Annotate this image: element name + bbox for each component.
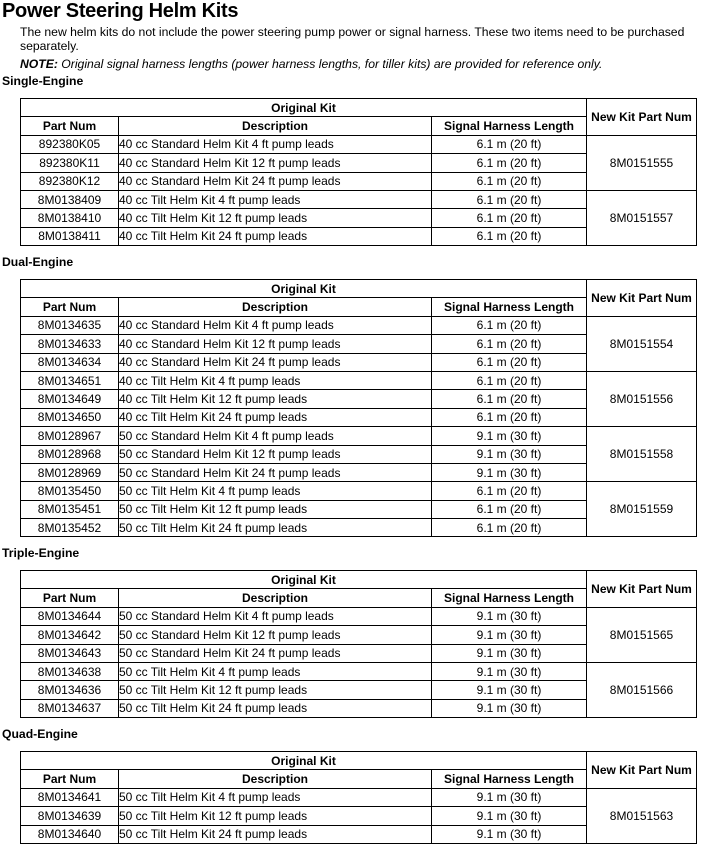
description-header: Description: [119, 770, 432, 788]
part-num-cell: 8M0138410: [21, 209, 119, 227]
signal-length-cell: 6.1 m (20 ft): [432, 172, 587, 190]
part-num-cell: 8M0135450: [21, 482, 119, 500]
part-num-cell: 8M0134634: [21, 353, 119, 371]
kit-table: [20, 751, 697, 844]
original-kit-header: Original Kit: [21, 280, 587, 298]
kit-table: [20, 279, 697, 537]
table-row: [21, 607, 697, 625]
new-kit-cell: 8M0151555: [587, 135, 697, 190]
signal-length-cell: 6.1 m (20 ft): [432, 371, 587, 389]
description-cell: 40 cc Tilt Helm Kit 24 ft pump leads: [119, 408, 432, 426]
part-num-cell: 892380K05: [21, 135, 119, 153]
part-num-cell: 8M0138409: [21, 190, 119, 208]
signal-length-cell: 6.1 m (20 ft): [432, 316, 587, 334]
new-kit-cell: 8M0151558: [587, 427, 697, 482]
part-num-cell: 8M0134650: [21, 408, 119, 426]
description-cell: 40 cc Tilt Helm Kit 4 ft pump leads: [119, 371, 432, 389]
signal-length-cell: 6.1 m (20 ft): [432, 500, 587, 518]
description-cell: 50 cc Tilt Helm Kit 24 ft pump leads: [119, 519, 432, 537]
new-kit-cell: 8M0151556: [587, 371, 697, 426]
part-num-cell: 8M0134638: [21, 662, 119, 680]
new-kit-cell: 8M0151563: [587, 788, 697, 843]
part-num-cell: 8M0134639: [21, 807, 119, 825]
part-num-cell: 8M0134644: [21, 607, 119, 625]
table-row: [21, 371, 697, 389]
description-cell: 40 cc Standard Helm Kit 4 ft pump leads: [119, 316, 432, 334]
original-kit-header: Original Kit: [21, 571, 587, 589]
description-cell: 50 cc Tilt Helm Kit 12 ft pump leads: [119, 807, 432, 825]
description-cell: 40 cc Standard Helm Kit 12 ft pump leads: [119, 154, 432, 172]
new-kit-header: New Kit Part Num: [587, 752, 697, 789]
signal-length-cell: 6.1 m (20 ft): [432, 353, 587, 371]
part-num-cell: 8M0135452: [21, 519, 119, 537]
description-cell: 50 cc Standard Helm Kit 4 ft pump leads: [119, 607, 432, 625]
note-body: Original signal harness lengths (power harness lengths, for tiller kits) are provided for reference only.: [57, 57, 603, 71]
kit-table: [20, 570, 697, 718]
section-label: Triple-Engine: [2, 546, 80, 560]
part-num-header: Part Num: [21, 770, 119, 788]
description-cell: 50 cc Tilt Helm Kit 4 ft pump leads: [119, 788, 432, 806]
description-cell: 40 cc Tilt Helm Kit 12 ft pump leads: [119, 390, 432, 408]
new-kit-cell: 8M0151565: [587, 607, 697, 662]
description-cell: 40 cc Tilt Helm Kit 24 ft pump leads: [119, 227, 432, 245]
signal-length-cell: 9.1 m (30 ft): [432, 699, 587, 717]
description-cell: 50 cc Standard Helm Kit 12 ft pump leads: [119, 626, 432, 644]
description-cell: 50 cc Tilt Helm Kit 24 ft pump leads: [119, 825, 432, 843]
description-cell: 40 cc Tilt Helm Kit 4 ft pump leads: [119, 190, 432, 208]
signal-length-header: Signal Harness Length: [432, 589, 587, 607]
signal-length-cell: 6.1 m (20 ft): [432, 335, 587, 353]
description-cell: 50 cc Tilt Helm Kit 12 ft pump leads: [119, 500, 432, 518]
description-cell: 40 cc Tilt Helm Kit 12 ft pump leads: [119, 209, 432, 227]
part-num-cell: 8M0134635: [21, 316, 119, 334]
description-cell: 50 cc Standard Helm Kit 24 ft pump leads: [119, 463, 432, 481]
description-cell: 40 cc Standard Helm Kit 24 ft pump leads: [119, 172, 432, 190]
signal-length-cell: 9.1 m (30 ft): [432, 463, 587, 481]
table-row: [21, 788, 697, 806]
part-num-header: Part Num: [21, 117, 119, 135]
signal-length-cell: 6.1 m (20 ft): [432, 154, 587, 172]
part-num-cell: 8M0134649: [21, 390, 119, 408]
signal-length-cell: 6.1 m (20 ft): [432, 227, 587, 245]
part-num-header: Part Num: [21, 589, 119, 607]
signal-length-header: Signal Harness Length: [432, 117, 587, 135]
new-kit-header: New Kit Part Num: [587, 571, 697, 608]
part-num-cell: 8M0134651: [21, 371, 119, 389]
table-row: [21, 135, 697, 153]
part-num-cell: 892380K12: [21, 172, 119, 190]
part-num-cell: 8M0135451: [21, 500, 119, 518]
signal-length-cell: 9.1 m (30 ft): [432, 662, 587, 680]
signal-length-cell: 6.1 m (20 ft): [432, 135, 587, 153]
new-kit-header: New Kit Part Num: [587, 99, 697, 136]
description-cell: 50 cc Standard Helm Kit 12 ft pump leads: [119, 445, 432, 463]
new-kit-header: New Kit Part Num: [587, 280, 697, 317]
part-num-cell: 8M0134633: [21, 335, 119, 353]
part-num-cell: 8M0134637: [21, 699, 119, 717]
part-num-cell: 8M0128967: [21, 427, 119, 445]
table-row: [21, 316, 697, 334]
section-label: Dual-Engine: [2, 255, 74, 269]
signal-length-cell: 9.1 m (30 ft): [432, 788, 587, 806]
kit-table: [20, 98, 697, 246]
signal-length-cell: 9.1 m (30 ft): [432, 807, 587, 825]
signal-length-cell: 9.1 m (30 ft): [432, 825, 587, 843]
description-cell: 40 cc Standard Helm Kit 4 ft pump leads: [119, 135, 432, 153]
intro-text: The new helm kits do not include the power steering pump power or signal harness. These two items need to be purchased separately.: [20, 25, 685, 53]
signal-length-cell: 6.1 m (20 ft): [432, 408, 587, 426]
section-label: Quad-Engine: [2, 727, 78, 741]
part-num-cell: 8M0134643: [21, 644, 119, 662]
signal-length-cell: 9.1 m (30 ft): [432, 427, 587, 445]
new-kit-cell: 8M0151557: [587, 190, 697, 245]
new-kit-cell: 8M0151559: [587, 482, 697, 537]
signal-length-cell: 6.1 m (20 ft): [432, 190, 587, 208]
section-label: Single-Engine: [2, 74, 84, 88]
page-title: Power Steering Helm Kits: [2, 0, 239, 22]
signal-length-cell: 9.1 m (30 ft): [432, 626, 587, 644]
signal-length-cell: 9.1 m (30 ft): [432, 644, 587, 662]
part-num-cell: 892380K11: [21, 154, 119, 172]
description-cell: 50 cc Tilt Helm Kit 12 ft pump leads: [119, 681, 432, 699]
description-header: Description: [119, 589, 432, 607]
part-num-cell: 8M0134640: [21, 825, 119, 843]
part-num-header: Part Num: [21, 298, 119, 316]
original-kit-header: Original Kit: [21, 752, 587, 770]
part-num-cell: 8M0134636: [21, 681, 119, 699]
signal-length-cell: 9.1 m (30 ft): [432, 445, 587, 463]
part-num-cell: 8M0128968: [21, 445, 119, 463]
description-cell: 50 cc Tilt Helm Kit 4 ft pump leads: [119, 482, 432, 500]
new-kit-cell: 8M0151566: [587, 662, 697, 717]
signal-length-header: Signal Harness Length: [432, 770, 587, 788]
original-kit-header: Original Kit: [21, 99, 587, 117]
description-cell: 40 cc Standard Helm Kit 24 ft pump leads: [119, 353, 432, 371]
description-cell: 40 cc Standard Helm Kit 12 ft pump leads: [119, 335, 432, 353]
part-num-cell: 8M0134641: [21, 788, 119, 806]
description-header: Description: [119, 298, 432, 316]
new-kit-cell: 8M0151554: [587, 316, 697, 371]
description-cell: 50 cc Standard Helm Kit 24 ft pump leads: [119, 644, 432, 662]
part-num-cell: 8M0134642: [21, 626, 119, 644]
part-num-cell: 8M0138411: [21, 227, 119, 245]
note-text: [20, 57, 602, 71]
signal-length-cell: 6.1 m (20 ft): [432, 482, 587, 500]
signal-length-cell: 9.1 m (30 ft): [432, 681, 587, 699]
signal-length-cell: 6.1 m (20 ft): [432, 519, 587, 537]
note-label: NOTE:: [20, 57, 58, 71]
signal-length-cell: 6.1 m (20 ft): [432, 209, 587, 227]
signal-length-cell: 6.1 m (20 ft): [432, 390, 587, 408]
signal-length-header: Signal Harness Length: [432, 298, 587, 316]
description-header: Description: [119, 117, 432, 135]
signal-length-cell: 9.1 m (30 ft): [432, 607, 587, 625]
table-row: [21, 427, 697, 445]
description-cell: 50 cc Tilt Helm Kit 24 ft pump leads: [119, 699, 432, 717]
description-cell: 50 cc Tilt Helm Kit 4 ft pump leads: [119, 662, 432, 680]
table-row: [21, 190, 697, 208]
part-num-cell: 8M0128969: [21, 463, 119, 481]
table-row: [21, 482, 697, 500]
description-cell: 50 cc Standard Helm Kit 4 ft pump leads: [119, 427, 432, 445]
table-row: [21, 662, 697, 680]
